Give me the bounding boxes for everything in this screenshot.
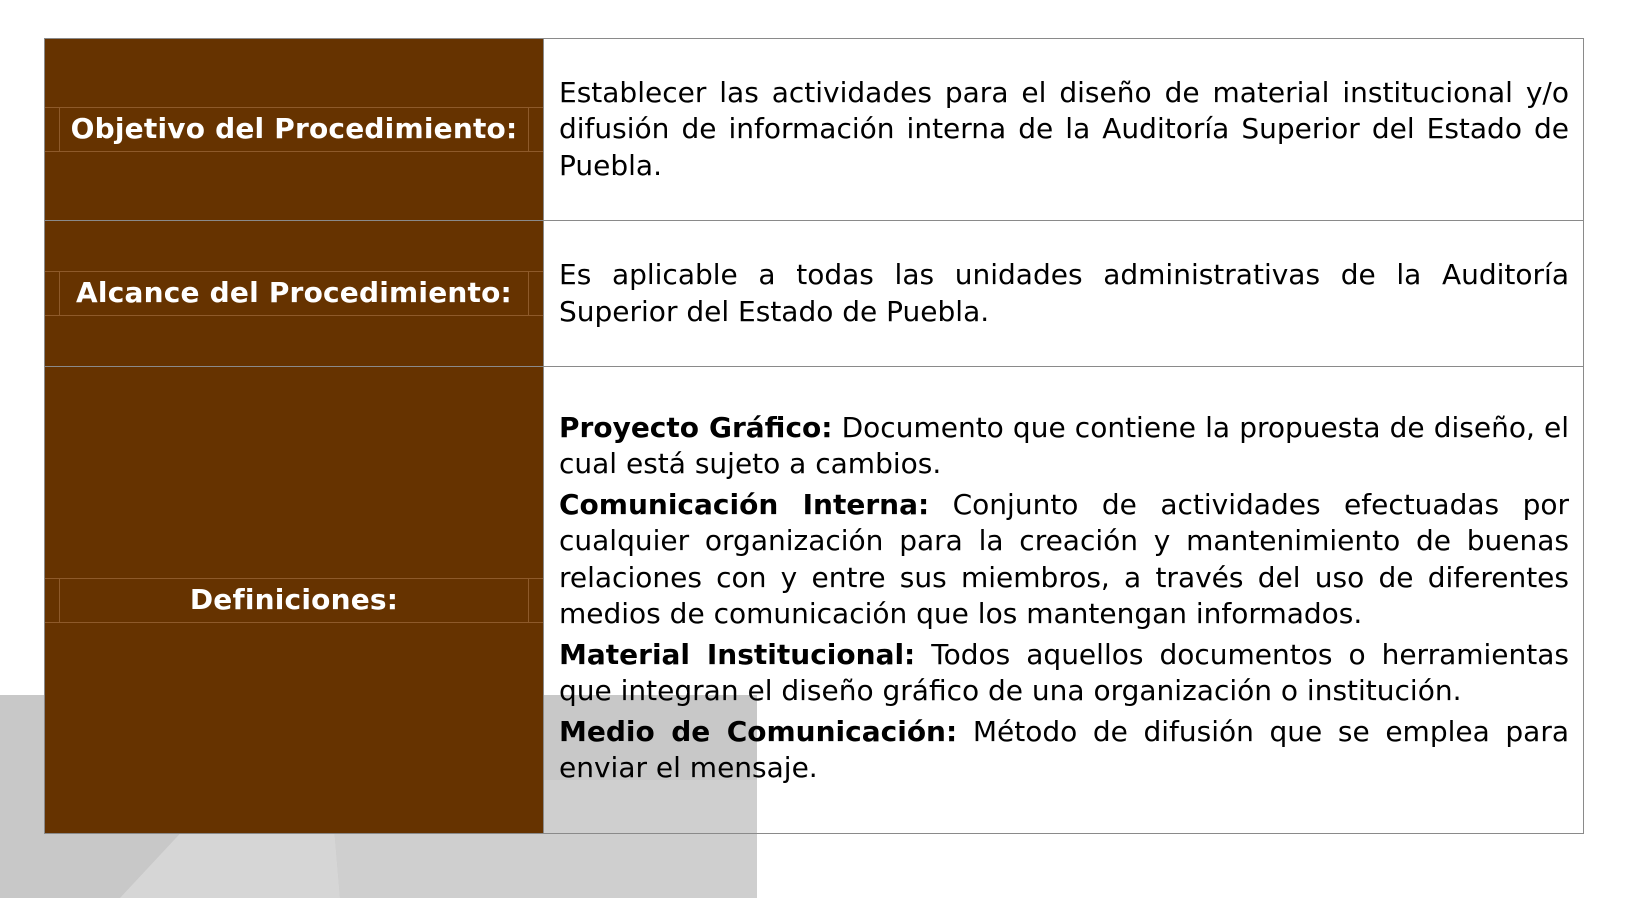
procedure-table — [44, 38, 1584, 834]
objetivo-content-cell — [544, 39, 1584, 221]
table-row-definiciones — [45, 367, 1584, 834]
definiciones-content-cell — [544, 367, 1584, 834]
table-row-objetivo — [45, 39, 1584, 221]
definition-item — [559, 714, 1569, 787]
definiciones-label-cell — [45, 367, 544, 834]
definition-term: Comunicación Interna: — [559, 487, 930, 521]
definiciones-label: Definiciones: — [45, 578, 543, 623]
definition-description: Conjunto de actividades efectuadas por cualquier organización para la creación y mantenimiento de buenas relaciones con y entre sus miembros, a través del uso de diferentes medios de comunicación que los mantengan informados. — [559, 487, 1569, 630]
definition-item — [559, 637, 1569, 710]
definition-term: Material Institucional: — [559, 637, 916, 671]
alcance-text: Es aplicable a todas las unidades administrativas de la Auditoría Superior del Estado de Puebla. — [559, 258, 1569, 328]
alcance-label: Alcance del Procedimiento: — [45, 271, 543, 316]
alcance-content-cell — [544, 221, 1584, 367]
objetivo-label: Objetivo del Procedimiento: — [45, 107, 543, 152]
objetivo-text: Establecer las actividades para el diseño de material institucional y/o difusión de información interna de la Auditoría Superior del Estado de Puebla. — [559, 75, 1569, 182]
table-row-alcance — [45, 221, 1584, 367]
alcance-label-cell — [45, 221, 544, 367]
definition-item — [559, 410, 1569, 483]
objetivo-label-cell — [45, 39, 544, 221]
definition-description: Método de difusión que se emplea para enviar el mensaje. — [559, 714, 1570, 784]
definition-description: Documento que contiene la propuesta de diseño, el cual está sujeto a cambios. — [559, 410, 1570, 480]
definition-item — [559, 487, 1569, 633]
definition-term: Proyecto Gráfico: — [559, 410, 833, 444]
definition-term: Medio de Comunicación: — [559, 714, 958, 748]
definition-description: Todos aquellos documentos o herramientas que integran el diseño gráfico de una organización o institución. — [559, 637, 1569, 707]
